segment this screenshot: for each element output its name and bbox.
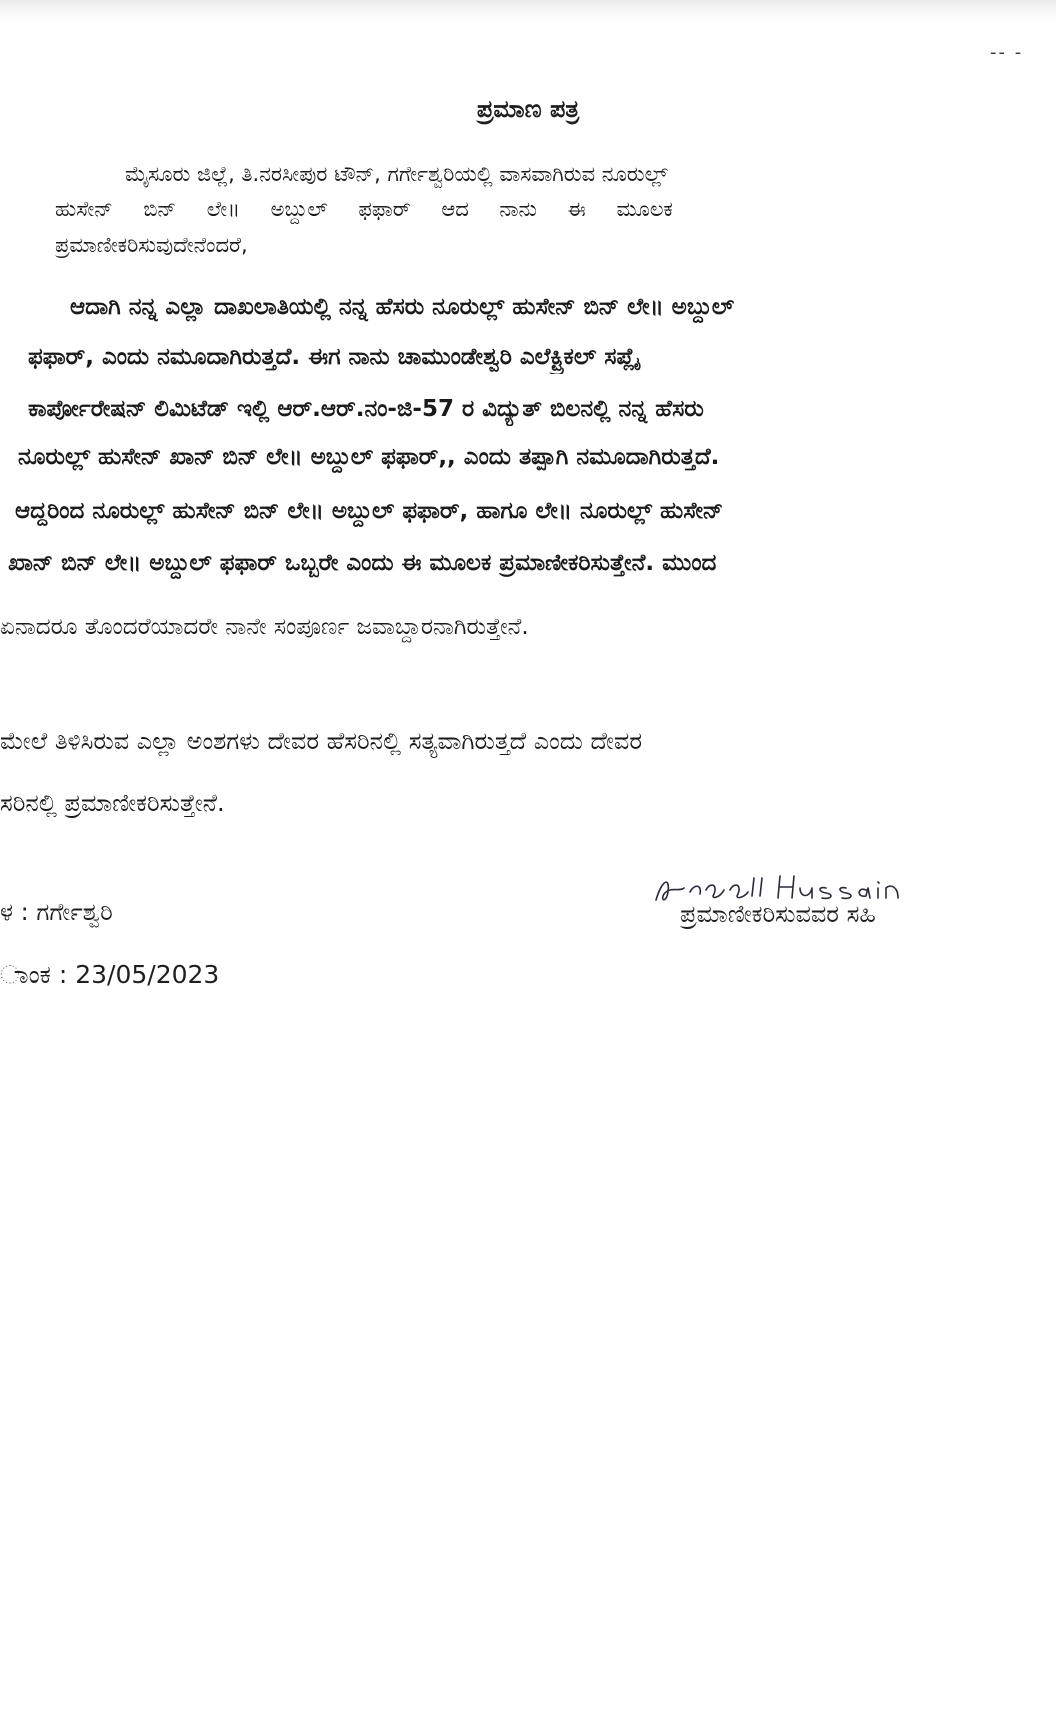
paragraph-2-line-3: ಕಾರ್ಪೋರೇಷನ್ ಲಿಮಿಟೆಡ್ ಇಲ್ಲಿ ಆರ್.ಆರ್.ನಂ-ಜಿ-57 ರ ವಿದ್ಯುತ್ ಬಿಲನಲ್ಲಿ ನನ್ನ ಹೆಸರು [28, 396, 704, 422]
paragraph-3-line-1: ಮೇಲೆ ತಿಳಿಸಿರುವ ಎಲ್ಲಾ ಅಂಶಗಳು ದೇವರ ಹೆಸರಿನಲ್ಲಿ ಸತ್ಯವಾಗಿರುತ್ತದೆ ಎಂದು ದೇವರ [0, 727, 643, 755]
paragraph-2-line-1: ಆದಾಗಿ ನನ್ನ ಎಲ್ಲಾ ದಾಖಲಾತಿಯಲ್ಲಿ ನನ್ನ ಹೆಸರು ನೂರುಲ್ಲ್ ಹುಸೇನ್ ಬಿನ್ ಲೇ॥ ಅಬ್ದುಲ್ [70, 294, 735, 320]
page-title: ಪ್ರಮಾಣ ಪತ್ರ [476, 95, 580, 123]
paragraph-3-line-2: ಸರಿನಲ್ಲಿ ಪ್ರಮಾಣೀಕರಿಸುತ್ತೇನೆ. [0, 789, 225, 817]
paragraph-2-line-7: ಏನಾದರೂ ತೊಂದರೆಯಾದರೇ ನಾನೇ ಸಂಪೂರ್ಣ ಜವಾಬ್ದಾರನಾಗಿರುತ್ತೇನೆ. [0, 614, 529, 640]
paragraph-1-line-1: ಮೈಸೂರು ಜಿಲ್ಲೆ, ತಿ.ನರಸೀಪುರ ಟೌನ್, ಗರ್ಗೇಶ್ವರಿಯಲ್ಲಿ ವಾಸವಾಗಿರುವ ನೂರುಲ್ಲ್ [125, 162, 668, 186]
paragraph-2-line-2: ಫಫಾರ್, ಎಂದು ನಮೂದಾಗಿರುತ್ತದೆ. ಈಗ ನಾನು ಚಾಮುಂಡೇಶ್ವರಿ ಎಲೆಕ್ಟ್ರಿಕಲ್ ಸಪ್ಲೈ [28, 344, 639, 370]
paragraph-2-line-4: ನೂರುಲ್ಲ್ ಹುಸೇನ್ ಖಾನ್ ಬಿನ್ ಲೇ॥ ಅಬ್ದುಲ್ ಫಫಾರ್,, ಎಂದು ತಪ್ಪಾಗಿ ನಮೂದಾಗಿರುತ್ತದೆ. [18, 444, 720, 470]
date-line: ಾಂಕ : 23/05/2023 [0, 960, 220, 989]
paragraph-2-line-6: ಖಾನ್ ಬಿನ್ ಲೇ॥ ಅಬ್ದುಲ್ ಫಫಾರ್ ಒಬ್ಬರೇ ಎಂದು ಈ ಮೂಲಕ ಪ್ರಮಾಣೀಕರಿಸುತ್ತೇನೆ. ಮುಂದ [8, 550, 717, 576]
paragraph-2-line-5: ಆದ್ದರಿಂದ ನೂರುಲ್ಲ್ ಹುಸೇನ್ ಬಿನ್ ಲೇ॥ ಅಬ್ದುಲ್ ಫಫಾರ್, ಹಾಗೂ ಲೇ॥ ನೂರುಲ್ಲ್ ಹುಸೇನ್ [15, 498, 724, 524]
place-line: ಳ : ಗರ್ಗೇಶ್ವರಿ [0, 898, 113, 926]
corner-mark: -- - [990, 42, 1024, 63]
signature-block [650, 870, 1050, 950]
paragraph-1-line-3: ಪ್ರಮಾಣೀಕರಿಸುವುದೇನೆಂದರೆ, [55, 233, 248, 257]
paragraph-1-line-2: ಹುಸೇನ್ ಬಿನ್ ಲೇ॥ ಅಬ್ದುಲ್ ಫಫಾರ್ ಆದ ನಾನು ಈ ಮೂಲಕ [55, 197, 673, 221]
signature-caption: ಪ್ರಮಾಣೀಕರಿಸುವವರ ಸಹಿ [680, 900, 876, 928]
